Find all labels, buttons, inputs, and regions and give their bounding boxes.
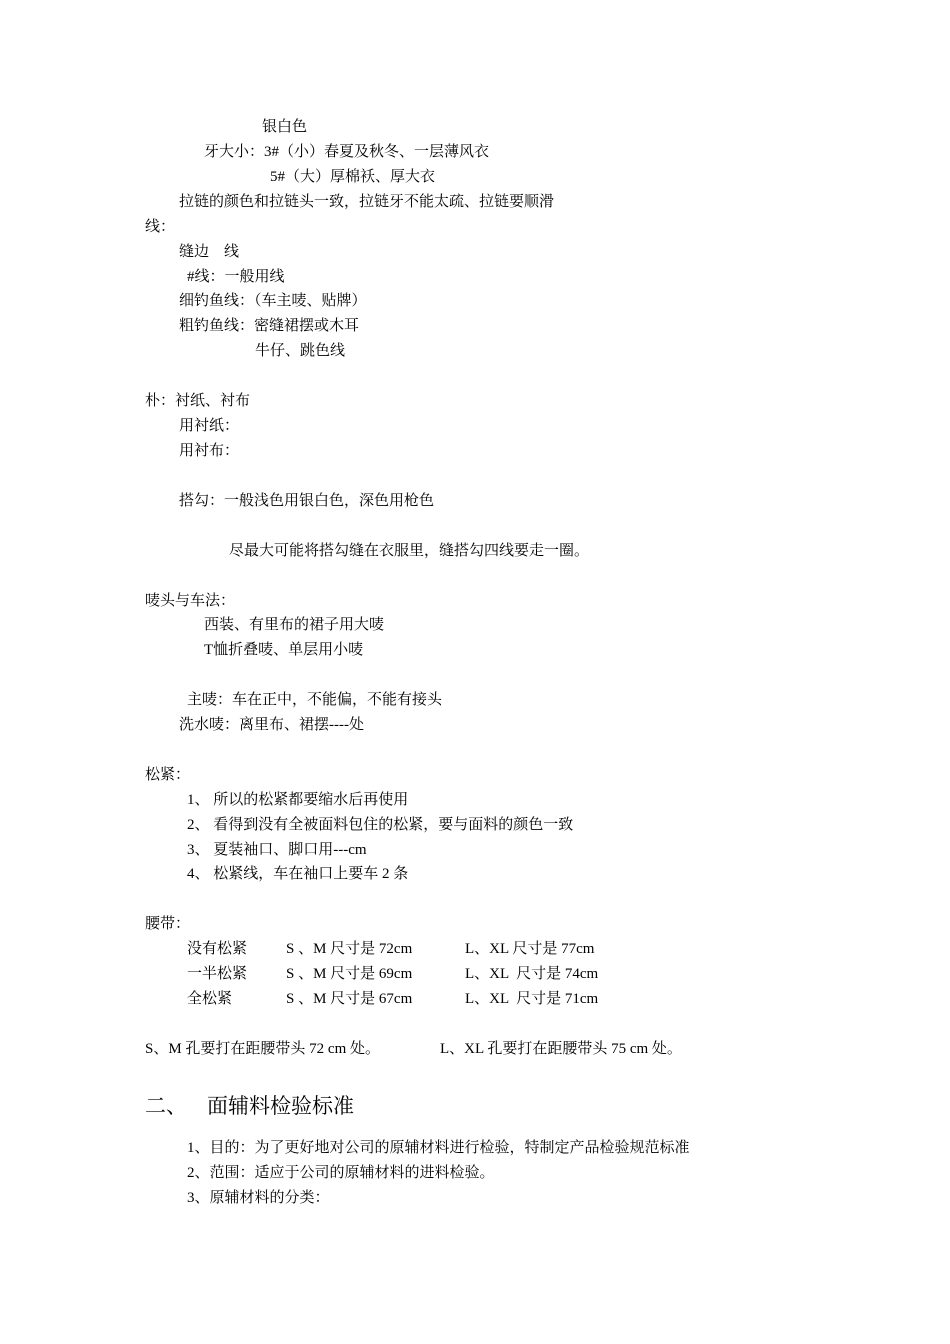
zipper-color-silver: 银白色 bbox=[262, 119, 308, 135]
waistband-size-sm: S 、M 尺寸是 67cm bbox=[286, 991, 413, 1007]
label-main: 主唛：车在正中，不能偏，不能有接头 bbox=[187, 692, 443, 708]
label-suit: 西装、有里布的裙子用大唛 bbox=[204, 617, 385, 633]
elastic-item: 4、 松紧线，车在袖口上要车 2 条 bbox=[187, 866, 409, 882]
section-title: 面辅料检验标准 bbox=[207, 1094, 354, 1118]
hook-note: 尽最大可能将搭勾缝在衣服里，缝搭勾四线要走一圈。 bbox=[229, 543, 590, 559]
thread-heading: 线： bbox=[145, 219, 176, 235]
interlining-heading: 朴：衬纸、衬布 bbox=[145, 393, 251, 409]
waistband-hole-lxl: L、XL 孔要打在距腰带头 75 cm 处。 bbox=[440, 1041, 682, 1057]
section-number: 二、 bbox=[145, 1094, 187, 1118]
zipper-tooth-size-5: 5#（大）厚棉袄、厚大衣 bbox=[270, 169, 436, 185]
waistband-size-sm: S 、M 尺寸是 72cm bbox=[286, 941, 413, 957]
section-item: 3、原辅材料的分类： bbox=[187, 1190, 330, 1206]
hook-rule: 搭勾：一般浅色用银白色，深色用枪色 bbox=[179, 493, 435, 509]
elastic-item: 1、 所以的松紧都要缩水后再使用 bbox=[187, 792, 409, 808]
thread-edge: 缝边 线 bbox=[179, 244, 240, 260]
section-item: 1、目的：为了更好地对公司的原辅材料进行检验，特制定产品检验规范标准 bbox=[187, 1140, 690, 1156]
label-tshirt: T恤折叠唛、单层用小唛 bbox=[204, 642, 364, 658]
waistband-type: 全松紧 bbox=[187, 991, 233, 1007]
elastic-item: 2、 看得到没有全被面料包住的松紧，要与面料的颜色一致 bbox=[187, 817, 574, 833]
label-heading: 唛头与车法： bbox=[145, 593, 236, 609]
waistband-size-sm: S 、M 尺寸是 69cm bbox=[286, 966, 413, 982]
zipper-tooth-size: 牙大小：3#（小）春夏及秋冬、一层薄风衣 bbox=[204, 144, 490, 160]
waistband-type: 一半松紧 bbox=[187, 966, 248, 982]
waistband-hole-sm: S、M 孔要打在距腰带头 72 cm 处。 bbox=[145, 1041, 381, 1057]
waistband-type: 没有松紧 bbox=[187, 941, 248, 957]
thread-fine-fishing: 细钓鱼线：（车主唛、贴牌） bbox=[179, 293, 367, 309]
elastic-heading: 松紧： bbox=[145, 767, 191, 783]
interlining-cloth: 用衬布： bbox=[179, 443, 240, 459]
waistband-size-lxl: L、XL 尺寸是 77cm bbox=[465, 941, 595, 957]
thread-general: #线：一般用线 bbox=[187, 269, 285, 285]
section-item: 2、范围：适应于公司的原辅材料的进料检验。 bbox=[187, 1165, 495, 1181]
waistband-size-lxl: L、XL 尺寸是 71cm bbox=[465, 991, 599, 1007]
interlining-paper: 用衬纸： bbox=[179, 418, 240, 434]
label-wash: 洗水唛：离里布、裙摆----处 bbox=[179, 717, 364, 733]
elastic-item: 3、 夏装袖口、脚口用---cm bbox=[187, 842, 367, 858]
thread-thick-fishing-2: 牛仔、跳色线 bbox=[255, 343, 346, 359]
waistband-size-lxl: L、XL 尺寸是 74cm bbox=[465, 966, 599, 982]
zipper-rule: 拉链的颜色和拉链头一致，拉链牙不能太疏、拉链要顺滑 bbox=[179, 194, 555, 210]
waistband-heading: 腰带： bbox=[145, 916, 191, 932]
thread-thick-fishing: 粗钓鱼线：密缝裙摆或木耳 bbox=[179, 318, 360, 334]
